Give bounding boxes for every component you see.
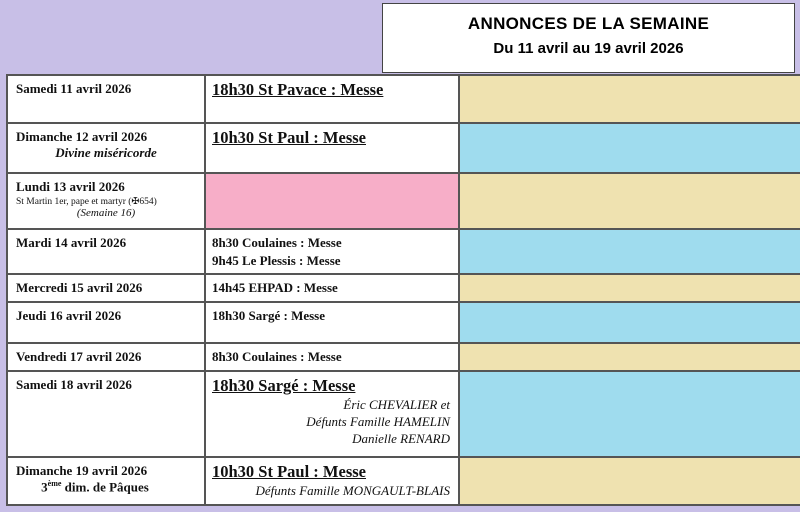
event-cell	[205, 229, 459, 274]
day-label: Dimanche 19 avril 2026	[16, 463, 148, 478]
table-row	[7, 274, 800, 302]
day-label: Lundi 13 avril 2026	[16, 179, 125, 194]
saint-note: St Martin 1er, pape et martyr (✠654)	[16, 197, 157, 207]
color-cell	[459, 343, 800, 371]
day-cell	[7, 123, 205, 173]
mass-intention: Défunts Famille MONGAULT-BLAIS	[255, 483, 450, 498]
page-subtitle: Du 11 avril au 19 avril 2026	[493, 40, 684, 57]
event-label: 18h30 Sargé : Messe	[212, 376, 356, 395]
color-cell	[459, 274, 800, 302]
color-cell	[459, 123, 800, 173]
day-label: Samedi 18 avril 2026	[16, 377, 132, 392]
liturgical-note: 3ème dim. de Pâques	[41, 479, 149, 495]
day-cell	[7, 274, 205, 302]
table-row	[7, 343, 800, 371]
day-label: Vendredi 17 avril 2026	[16, 349, 142, 364]
event-cell	[205, 173, 459, 229]
event-cell	[205, 371, 459, 457]
day-label: Jeudi 16 avril 2026	[16, 308, 122, 323]
schedule-table	[6, 74, 800, 506]
table-row	[7, 229, 800, 274]
event-cell	[205, 457, 459, 505]
event-label: 18h30 Sargé : Messe	[212, 308, 326, 323]
color-cell	[459, 75, 800, 123]
table-row	[7, 123, 800, 173]
day-label: Dimanche 12 avril 2026	[16, 129, 148, 144]
table-row	[7, 75, 800, 123]
mass-intention: Danielle RENARD	[352, 431, 450, 446]
day-label: Mardi 14 avril 2026	[16, 235, 127, 250]
announcement-title-box	[382, 3, 795, 73]
mass-intention: Éric CHEVALIER et	[343, 397, 450, 412]
event-label: 8h30 Coulaines : Messe	[212, 235, 342, 250]
day-cell	[7, 173, 205, 229]
color-cell	[459, 173, 800, 229]
page-title: ANNONCES DE LA SEMAINE	[467, 14, 710, 33]
mass-intention: Défunts Famille HAMELIN	[306, 414, 450, 429]
table-row	[7, 371, 800, 457]
liturgical-note: Divine miséricorde	[55, 145, 157, 160]
event-cell	[205, 274, 459, 302]
event-cell	[205, 75, 459, 123]
day-label: Mercredi 15 avril 2026	[16, 280, 143, 295]
event-cell	[205, 302, 459, 343]
day-cell	[7, 457, 205, 505]
event-label: 10h30 St Paul : Messe	[212, 462, 366, 481]
table-row	[7, 457, 800, 505]
day-cell	[7, 302, 205, 343]
week-note: (Semaine 16)	[76, 207, 136, 219]
event-label: 8h30 Coulaines : Messe	[212, 349, 342, 364]
day-cell	[7, 75, 205, 123]
day-cell	[7, 229, 205, 274]
color-cell	[459, 371, 800, 457]
color-cell	[459, 302, 800, 343]
color-cell	[459, 457, 800, 505]
event-label: 14h45 EHPAD : Messe	[212, 280, 338, 295]
table-row	[7, 302, 800, 343]
event-label: 9h45 Le Plessis : Messe	[212, 253, 341, 268]
day-cell	[7, 371, 205, 457]
day-cell	[7, 343, 205, 371]
event-cell	[205, 343, 459, 371]
event-label: 10h30 St Paul : Messe	[212, 128, 366, 147]
table-row	[7, 173, 800, 229]
event-cell	[205, 123, 459, 173]
day-label: Samedi 11 avril 2026	[16, 81, 132, 96]
color-cell	[459, 229, 800, 274]
event-label: 18h30 St Pavace : Messe	[212, 80, 384, 99]
